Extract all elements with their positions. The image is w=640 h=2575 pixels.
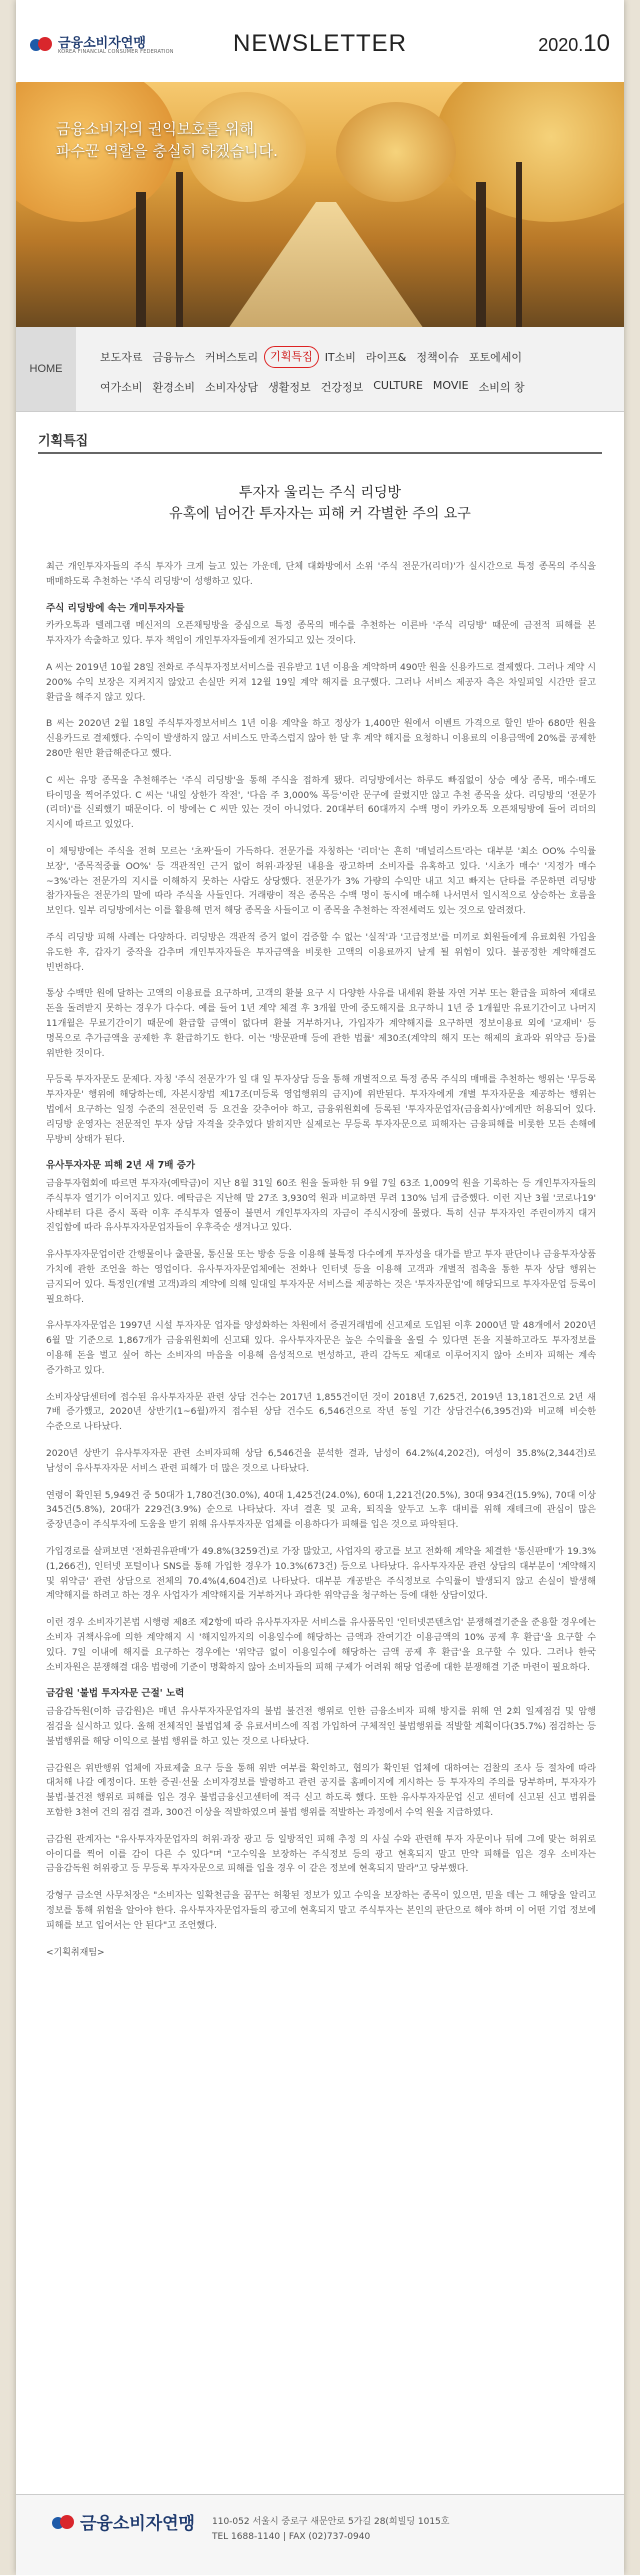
article-paragraph: B 씨는 2020년 2월 18일 주식투자정보서비스 1년 이용 계약을 하고 정상가 1,400만 원에서 이벤트 가격으로 할인 받아 680만 원을 신용카드로 결제했다. 수익이 발생하지 않고 서비스도 만족스럽지 않아 한 달 후 계약 해지를 요청하니 이용료의 이용금액에 20%를 공제한 280만 원만 환급해준다고 했다. — [46, 719, 596, 759]
tree-trunk — [516, 162, 522, 327]
nav-item-life[interactable]: 라이프& — [365, 351, 407, 364]
issue-number — [538, 30, 610, 58]
nav-item-it[interactable]: IT소비 — [324, 351, 356, 364]
nav-item-leisure[interactable]: 여가소비 — [100, 381, 143, 394]
article-paragraph: 무등록 투자자문도 문제다. 자칭 '주식 전문가'가 일 대 일 투자상담 등을 통해 개별적으로 특정 종목 주식의 매매를 추천하는 행위는 '무등록 투자자문' 행위에 해당하는데, 자본시장법 제17조(미등록 영업행위의 금지)에 위반된다. 투자자에게 개별 투자자문을 제공하는 행위는 법에서 요구하는 일정 수준의 전문인력 등 요건을 갖추어야 하고, 금융위원회에 등록된 '투자자문업자(금융회사)'에게만 허용되어 있다. 리딩방 운영자는 전문적인 투자 상담 자격을 갖추었다 밝히지만 실제로는 무등록 투자자문으로 피해자는 금융피해를 비롯한 모든 손해에 무방비 상태가 된다. — [46, 1075, 596, 1145]
tree-trunk — [176, 172, 183, 327]
nav-item-environment[interactable]: 환경소비 — [152, 381, 196, 394]
article-byline: <기획취재팀> — [46, 1947, 105, 1958]
article-body — [46, 560, 596, 1960]
article-paragraph: 금융투자협회에 따르면 투자자(예탁금)이 지난 8월 31일 60조 원을 돌파한 뒤 9월 7일 63조 1,009억 원을 기록하는 등 개인투자자들의 주식투자 열기가 이어지고 있다. 예탁금은 지난해 말 27조 3,930억 원과 비교하면 무려 130% 넘게 급증했다. 이런 지난 3월 '코로나19' 사태부터 다른 증시 폭락 이후 주식투자 열풍이 불면서 개인투자자의 자금이 주식시장에 몰렸다. 특히 신규 투자자인 주린이까지 대거 진입함에 따라 유사투자자문업자들이 우후죽순 생겨나고 있다. — [46, 1179, 596, 1234]
article-intro: 최근 개인투자자들의 주식 투자가 크게 늘고 있는 가운데, 단체 대화방에서 소위 '주식 전문가(리더)'가 실시간으로 특정 종목의 주식을 매매하도록 추천하는 '주식 리딩방'이 성행하고 있다. — [46, 562, 596, 587]
footer-logo[interactable] — [52, 2515, 195, 2531]
nav-item-special-feature[interactable]: 기획특집 — [264, 346, 319, 368]
org-name: 금융소비자연맹 — [58, 34, 146, 50]
tree-trunk — [136, 192, 146, 327]
nav-item-finance-news[interactable]: 금융뉴스 — [152, 351, 196, 364]
nav-item-culture[interactable]: CULTURE — [373, 379, 423, 392]
article-paragraph: 카카오톡과 텔레그램 메신저의 오픈채팅방을 중심으로 특정 종목의 매수를 추천하는 이른바 '주식 리딩방' 때문에 금전적 피해를 본 투자자가 속출하고 있다. 투자 책임이 개인투자자들에게 전가되고 있는 것이다. — [46, 621, 596, 647]
nav-item-photo-essay[interactable]: 포토에세이 — [468, 351, 523, 364]
article-paragraph: 유사투자자문업은 1997년 시설 투자자문 업자를 양성화하는 차원에서 증권거래법에 신고제로 도입된 이후 2000년 말 48개에서 2020년 6월 말 기준으로 1,867개가 금융위원회에 신고돼 있다. 유사투자자문은 높은 수익률을 올릴 수 있다면 돈을 지불하고라도 투자정보를 이용해 돈을 벌고 싶어 하는 소비자의 마음을 이용해 음성적으로 번성하고, 관리 감독도 제대로 이루어지지 않아 소비자 피해는 계속 증가하고 있다. — [46, 1321, 596, 1376]
article-paragraph: 2020년 상반기 유사투자자문 관련 소비자피해 상담 6,546건을 분석한 결과, 남성이 64.2%(4,202건), 여성이 35.8%(2,344건)로 남성이 유사투자자문 서비스 관련 피해가 더 많은 것으로 나타났다. — [46, 1449, 596, 1474]
article-paragraph: 금융감독원(이하 금감원)은 매년 유사투자자문업자의 불법 불건전 행위로 인한 금융소비자 피해 방지를 위해 연 2회 일제점검 및 암행 점검을 실시하고 있다. 올해 전체적인 불법업체 중 유료서비스에 직접 가입하여 구체적인 불법행위를 적발할 계획이다(35.7%) 점검하는 등 불법행위를 해당 이익으로 불법 행위를 하고 있는 것으로 나타났다. — [46, 1707, 596, 1747]
hero-slogan-line1: 금융소비자의 권익보호를 위해 — [56, 120, 254, 138]
article-paragraph: 이런 경우 소비자기본법 시행령 제8조 제2항에 따라 유사투자자문 서비스를 유사품목인 '인터넷콘텐츠업' 분쟁해결기준을 준용할 경우에는 소비자 귀책사유에 의한 계약해지 시 '해지일까지의 이용일수에 해당하는 금액과 잔여기간 이용금액의 10% 공제 후 환급'을 요구할 수 있다. 7일 이내에 해지를 요구하는 경우에는 '위약금 없이 이용일수에 해당하는 금액 공제 후 환급'을 요구할 수 있다. 그러나 한국 소비자원은 분쟁해결 대응 법령에 기준이 명확하지 않아 소비자들의 피해 구제가 어려워 해당 업종에 대한 분쟁해결 기준 마련이 필요하다. — [46, 1618, 596, 1673]
footer — [16, 2494, 624, 2575]
article-paragraph: 이 채팅방에는 주식을 전혀 모르는 '초짜'들이 가득하다. 전문가를 자칭하는 '리더'는 흔히 '매널리스트'라는 대부분 '최소 OO% 수익률 보장', '종목적중률 OO%' 등 객관적인 근거 없이 허위·과장된 내용을 광고하며 소비자를 유혹하고 있다. '시초가 매수' '지정가 매수~3%'라는 전문가의 지시를 이해하지 못하는 사람도 상당했다. 전문가가 3% 가량의 수익만 내고 치고 빠지는 단타를 주문하면 리딩방 참가자들은 전문가의 말에 따라 주식을 사들인다. 거래량이 적은 종목은 수백 명이 동시에 매수해 나서면서 일시적으로 상승하는 흐름을 보인다. 일부 리딩방에서는 이를 활용해 먼저 해당 종목을 사들이고 이 종목을 추천하는 작전세력도 있는 것으로 알려졌다. — [46, 846, 596, 917]
category-nav — [16, 327, 624, 412]
nav-item-living-info[interactable]: 생활정보 — [268, 381, 311, 394]
nav-row-1 — [100, 349, 522, 365]
hero-slogan-line2: 파수꾼 역할을 충실히 하겠습니다. — [56, 142, 278, 160]
nav-item-consumer-counsel[interactable]: 소비자상담 — [205, 381, 259, 394]
tree-canopy-center-right — [336, 102, 456, 202]
section-title: 기획특집 — [38, 434, 89, 449]
article-title-line1: 투자자 울리는 주식 리딩방 — [238, 485, 402, 501]
footer-contact-info — [212, 2515, 449, 2545]
article-paragraph: 가입경로를 살펴보면 '전화권유판매'가 49.8%(3259건)로 가장 많았고, 사업자의 광고를 보고 전화해 계약을 체결한 '통신판매'가 19.3%(1,266건), 인터넷 포털이나 SNS를 통해 가입한 경우가 10.3%(673건) 등으로 나타났다. 유사투자자문 관련 상담의 대부분이 '계약해지 및 위약금' 관련 상담으로 전체의 70.4%(4,604건)로 나타났다. 대부분 개공받은 주식정보로 수익률이 발생되지 않고 손실이 발생해 계약해지를 하려고 하는 경우 사업자가 계약해지를 거부하거나 과다한 위약금을 청구하는 등에 대한 상담이었다. — [46, 1547, 596, 1602]
logo-mark-icon — [52, 2515, 76, 2531]
org-subtitle: KOREA FINANCIAL CONSUMER FEDERATION — [58, 48, 174, 55]
article-paragraph: 연령이 확인된 5,949건 중 50대가 1,780건(30.0%), 40대 1,425건(24.0%), 60대 1,221건(20.5%), 30대 934건(15.9%), 70대 이상 345건(5.8%), 20대가 229건(3.9%) 순으로 나타났다. 자녀 결혼 및 교육, 퇴직을 앞두고 노후 대비를 위해 재테크에 관심이 많은 중장년층이 주식투자에 도움을 받기 위해 유사투자자문 업체를 이용하다가 피해를 입은 것으로 파악된다. — [46, 1490, 596, 1531]
nav-item-cover-story[interactable]: 커버스토리 — [205, 351, 259, 364]
forest-path — [226, 202, 426, 327]
nav-item-movie[interactable]: MOVIE — [432, 379, 469, 392]
issue-year: 2020. — [538, 35, 584, 55]
article-paragraph: 통상 수백만 원에 달하는 고액의 이용료를 요구하며, 고객의 환불 요구 시 다양한 사유를 내세워 환불 자연 거부 또는 환급을 피하여 제대로 돈을 돌려받지 못하는 경우가 다수다. 예를 들어 1년 계약 체결 후 3개월 만에 중도해지를 요구하니 1년 중 1개월만 유료기간이고 나머지 11개월은 무료기간이기 때문에 환급할 금액이 없다며 환불 거부하거나, 가입자가 계약해지를 요구하면 정보이용료 외에 '교재비' 등 명목으로 추가금액을 공제한 후 환급하기도 한다. 이는 '방문판매 등에 관한 법률' 제30조(계약의 해지 또는 해제의 효과와 위약금 등)를 위반한 것이다. — [46, 989, 596, 1059]
nav-item-health-info[interactable]: 건강정보 — [320, 381, 364, 394]
newsletter-frame — [16, 0, 624, 2574]
article-title — [38, 483, 602, 525]
article-paragraph: 금감원은 위반행위 업체에 자료제출 요구 등을 통해 위반 여부를 확인하고, 협의가 확인된 업체에 대하여는 검찰의 조사 등 절차에 따라 대처해 나갈 예정이다. 또한 증권·선물 소비자경보를 발령하고 관련 공지를 홈페이지에 게시하는 등 투자자의 주의를 당부하며, 투자자가 불법·불건전 행위로 피해를 입은 경우 불법금융신고센터에 적극 신고 하도록 했다. 또한 유사투자자문업 신고 센터에 신고된 신고 범위를 포함한 3천여 건의 점검 결과, 300건 이상을 적발하였으며 불법 행위를 적발하는 과정에서 수억 원을 지급하였다. — [46, 1763, 596, 1818]
article-paragraph: 유사투자자문업이란 간행물이나 출판물, 통신물 또는 방송 등을 이용해 불특정 다수에게 투자성을 대가를 받고 투자 판단이나 금융투자상품 가치에 관한 조언을 하는 영업이다. 유사투자자문업체에는 전화나 인터넷 등을 이용해 고객과 개별적 접촉을 통한 투자 상담 행위는 금지되어 있다. 특정인(개별 고객)과의 계약에 의해 일대일 투자자문 서비스를 제공하는 것은 '투자자문업'에 해당되므로 투자자문업 등록이 필요하다. — [46, 1250, 596, 1305]
article-paragraph: 주식 리딩방 피해 사례는 다양하다. 리딩방은 객관적 증거 없이 검증할 수 없는 '실적'과 '고급정보'를 미끼로 회원들에게 유료회원 가입을 유도한 후, 갑자기 중작을 감추며 개인투자자들은 투자금액을 비롯한 고액의 이용료까지 날게 될 위험이 있다. 불공정한 계약해결도 빈번하다. — [46, 932, 596, 973]
nav-row-2 — [100, 379, 525, 395]
footer-phone: TEL 1688-1140 | FAX (02)737-0940 — [212, 2532, 371, 2542]
footer-address: 110-052 서울시 중로구 새문안로 5가길 28(희빌딩 1015호 — [212, 2517, 450, 2527]
article-subheading: 주식 리딩방에 속는 개미투자자들 — [46, 602, 185, 614]
article-title-line2: 유혹에 넘어간 투자자는 피해 커 각별한 주의 요구 — [169, 506, 471, 522]
article-paragraph: A 씨는 2019년 10월 28일 전화로 주식투자정보서비스를 권유받고 1년 이용을 계약하며 490만 원을 신용카드로 결제했다. 그러나 계약 시 200% 수익 보장은 지켜지지 않았고 손실만 커져 12월 19일 계약 해지를 요구했다. 그러나 서비스 제공자 측은 차일피일 시간만 끌고 환급을 해주지 않고 있다. — [46, 662, 596, 703]
section-divider — [38, 452, 602, 454]
article-paragraph: C 씨는 유망 종목을 추천해주는 '주식 리딩방'을 통해 주식을 접하게 됐다. 리딩방에서는 하루도 빠짐없이 상승 예상 종목, 매수·매도 타이밍을 찍어주었다. C 씨는 '내일 상한가 작전', '다음 주 3,000% 폭등'이란 문구에 끌렸지만 않고 추천 종목을 샀다. 리딩방의 '전문가(리더)'를 신뢰했기 때문이다. 이 방에는 C 씨만 있는 것이 아니었다. 20대부터 60대까지 수백 명이 카카오톡 오픈채팅방에 들어 리더의 지시에 따르고 있었다. — [46, 775, 596, 831]
hero-slogan — [56, 118, 278, 162]
article-paragraph: 소비자상담센터에 접수된 유사투자자문 관련 상담 건수는 2017년 1,855건이던 것이 2018년 7,625건, 2019년 13,181건으로 2년 새 7배 증가했고, 2020년 상반기(1~6월)까지 접수된 상담 건수도 6,546건으로 작년 동일 기간 상담건수(6,395건)와 비교해 비슷한 수준으로 나타났다. — [46, 1392, 596, 1433]
hero-banner — [16, 82, 624, 327]
nav-home-button[interactable]: HOME — [16, 327, 76, 411]
nav-item-policy[interactable]: 정책이슈 — [416, 351, 459, 364]
newsletter-title: NEWSLETTER — [232, 30, 407, 57]
tree-canopy-right — [436, 82, 624, 222]
article-paragraph: 금감원 관계자는 "유사투자자문업자의 허위·과장 광고 등 일방적인 피해 추정 의 사실 수와 관련해 투자 자문이나 뒤에 그에 맞는 허위로 아이디를 찍어 이를 감이 다른 수 있다"며 "고수익을 보장하는 주식정보 등의 광고 현혹되지 말고 만약 피해를 입은 경우 소비자는 금융감독원 허위광고 등 무등록 투자자문으로 피해를 입을 경우 이 같은 정보에 현혹되지 말라"고 당부했다. — [46, 1834, 596, 1875]
article-subheading: 유사투자자문 피해 2년 새 7배 증가 — [46, 1160, 196, 1172]
article-paragraph: 강형구 금소연 사무처장은 "소비자는 일확천금을 꿈꾸는 허황된 정보가 있고 수익을 보장하는 종목이 있으면, 믿을 데는 그 해당을 알리고 정보를 통해 위험을 알아야 한다. 유사투자자문업자들의 광고에 현혹되지 말고 주식투자는 본인의 판단으로 해야 하며 이 어떤 기업 정보에 피해를 보고 입어서는 안 된다"고 조언했다. — [46, 1891, 596, 1931]
article-subheading: 금감원 '불법 투자자문 근절' 노력 — [46, 1688, 185, 1700]
newsletter-header — [16, 0, 624, 82]
nav-item-press[interactable]: 보도자료 — [100, 351, 143, 364]
issue-month: 10 — [583, 30, 610, 57]
footer-org-name: 금융소비자연맹 — [80, 2513, 195, 2533]
nav-item-consumer-window[interactable]: 소비의 창 — [478, 381, 525, 394]
tree-trunk — [476, 182, 486, 327]
